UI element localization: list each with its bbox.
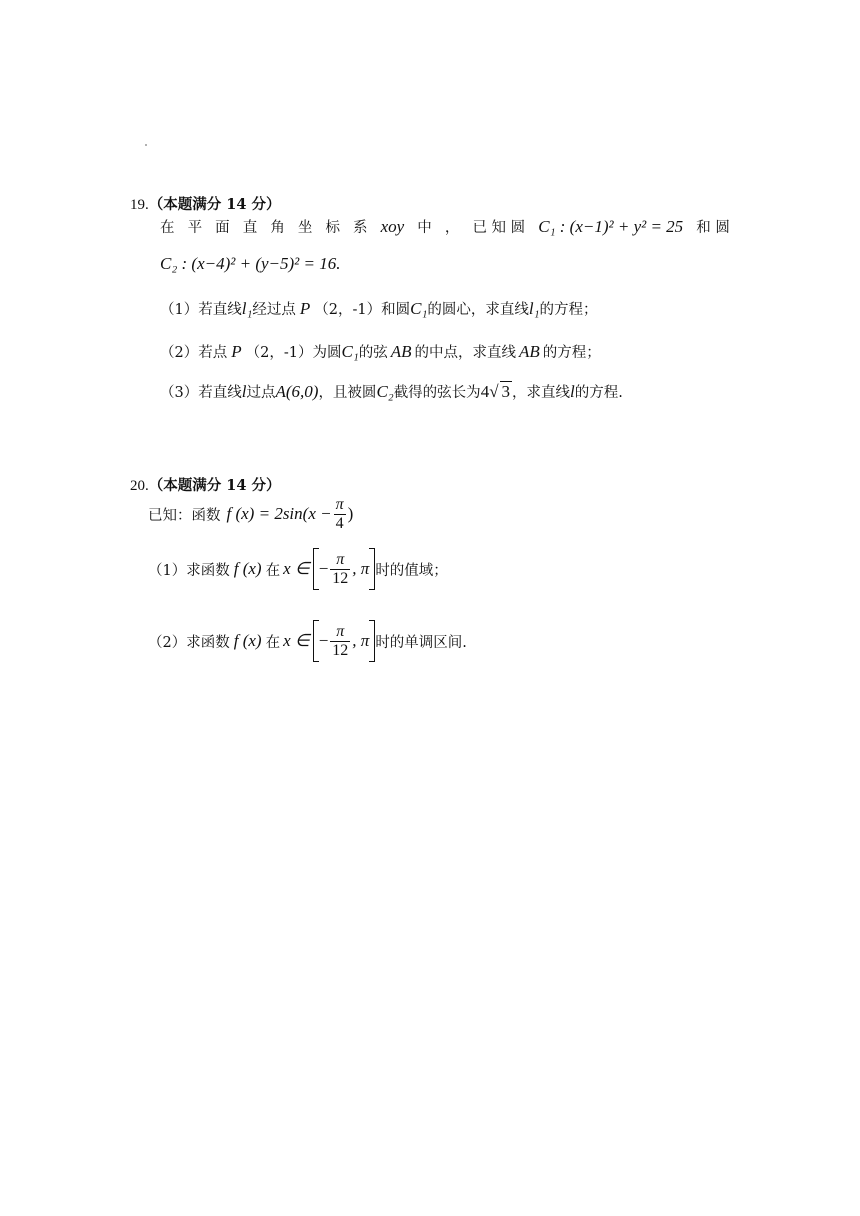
- q19-part-2: [160, 341, 601, 362]
- part-text: 的圆心，求直线: [427, 302, 529, 318]
- fraction-denominator: 12: [332, 641, 349, 659]
- fraction-denominator: 12: [332, 569, 349, 587]
- part-text: 的方程；: [539, 302, 598, 318]
- part-text: 时的值域；: [375, 562, 448, 579]
- fraction-denominator: 4: [335, 514, 344, 532]
- circle-c1-math: C₁: [410, 299, 428, 318]
- part-text: （2）若点: [160, 345, 228, 361]
- part-text: 过点: [246, 385, 276, 401]
- circle-c2-equation: C₂ : (x−4)² + (y−5)² = 16.: [160, 254, 341, 273]
- q19-stem-line-2: [160, 254, 340, 274]
- q19-part-1: [160, 298, 598, 319]
- q20-part-2: [148, 620, 467, 662]
- question-score-header: （本题满分 14 分）: [148, 196, 281, 213]
- chord-length-radicand: 3: [501, 382, 511, 401]
- pi-over-12-fraction: [330, 551, 350, 587]
- circle-c2-math: C₂: [376, 382, 394, 401]
- q19-stem-line-1: [160, 216, 730, 237]
- stem-char: 面: [215, 220, 230, 236]
- question-number: 20.: [130, 478, 149, 494]
- circle-c1-math: C₁: [341, 342, 359, 361]
- line-l-math: l: [241, 382, 247, 401]
- function-fx-math: f (x): [233, 631, 262, 650]
- part-text: 在: [265, 562, 281, 579]
- part-text: ，求直线: [512, 385, 571, 401]
- part-text: （1）若直线: [160, 302, 242, 318]
- line-l1-math: l₁: [241, 299, 253, 318]
- function-definition-math: f (x) = 2sin(x −: [226, 504, 332, 524]
- stem-char: 角: [270, 220, 285, 236]
- stem-char: 坐: [297, 220, 313, 236]
- part-text: 的方程.: [574, 385, 623, 401]
- part-text: 在: [265, 634, 281, 651]
- part-text: 的方程；: [542, 345, 601, 361]
- question-20-heading: [130, 474, 281, 495]
- part-text: 经过点: [252, 302, 296, 318]
- minus-sign: −: [318, 559, 329, 578]
- fraction-numerator: π: [335, 496, 344, 513]
- interval-upper-math: , π: [352, 631, 370, 650]
- fraction-numerator: π: [330, 551, 350, 570]
- q20-part-1: [148, 548, 448, 590]
- question-19-heading: [130, 193, 281, 214]
- part-text: （1）求函数: [148, 562, 230, 579]
- point-p-math: P: [299, 299, 311, 318]
- stem-char: 直: [242, 220, 258, 236]
- question-number: 19.: [130, 197, 149, 213]
- part-text: 时的单调区间.: [375, 634, 467, 651]
- closing-paren: ): [347, 504, 354, 524]
- line-l-math: l: [570, 382, 575, 401]
- given-text: 已知：函数: [148, 507, 221, 524]
- stem-char: 中: [417, 220, 432, 236]
- xoy-math: xoy: [380, 217, 405, 236]
- chord-length-coef: 4: [480, 382, 490, 401]
- part-text: （2，-1）为圆: [245, 345, 342, 361]
- part-text: （2）求函数: [148, 634, 230, 651]
- part-text: 的中点，求直线: [414, 345, 517, 361]
- point-p-math: P: [231, 342, 242, 361]
- part-text: 的弦: [358, 345, 388, 361]
- pi-over-12-fraction: [330, 623, 350, 659]
- question-score-header: （本题满分 14 分）: [148, 477, 281, 494]
- interval-upper-math: , π: [352, 559, 370, 578]
- function-fx-math: f (x): [233, 559, 262, 578]
- x-in-math: x ∈: [283, 631, 310, 650]
- circle-c1-equation: C₁ : (x−1)² + y² = 25: [538, 217, 684, 236]
- point-a-math: A(6,0): [275, 382, 319, 401]
- stem-char: 在: [160, 220, 175, 236]
- stray-dot: [145, 144, 147, 146]
- q19-part-3: [160, 381, 623, 402]
- stem-text: 和 圆: [696, 220, 730, 236]
- stem-char: 平: [187, 220, 203, 236]
- fraction-numerator: π: [330, 623, 350, 642]
- x-in-math: x ∈: [283, 559, 310, 578]
- stem-char: 标: [325, 220, 340, 236]
- q20-given: [148, 496, 353, 532]
- stem-text: 已 知 圆: [472, 220, 526, 236]
- line-l1-math: l₁: [528, 299, 540, 318]
- sqrt-sign: √: [489, 382, 499, 401]
- part-text: （3）若直线: [160, 385, 242, 401]
- part-text: 截得的弦长为: [393, 385, 481, 401]
- part-text: （2，-1）和圆: [314, 302, 411, 318]
- stem-char: 系: [353, 220, 368, 236]
- chord-ab-math: AB: [390, 342, 412, 361]
- stem-char: ，: [444, 220, 460, 236]
- chord-ab-math: AB: [519, 342, 540, 361]
- part-text: ，且被圆: [318, 385, 377, 401]
- minus-sign: −: [318, 631, 329, 650]
- pi-over-4-fraction: [334, 496, 346, 532]
